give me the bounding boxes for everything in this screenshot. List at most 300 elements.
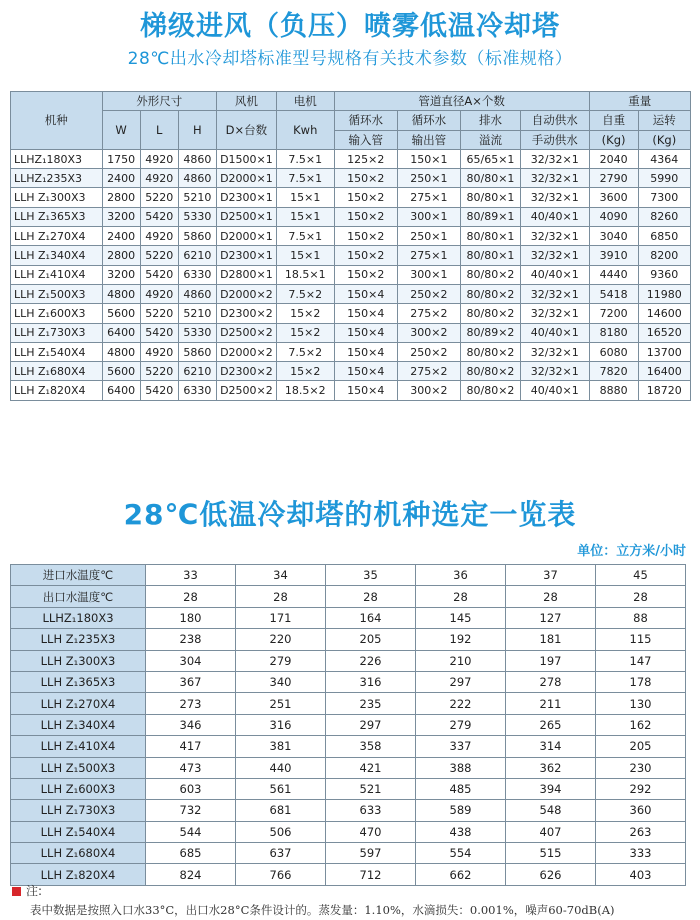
model-cell: LLH Z₁500X3 [11, 284, 103, 303]
table-cell: 40/40×1 [520, 381, 589, 400]
table-cell: 4800 [102, 284, 140, 303]
table-cell: 80/80×2 [461, 304, 521, 323]
table-cell: 150×2 [334, 265, 397, 284]
table-cell: 275×1 [397, 246, 460, 265]
table-cell: 205 [326, 629, 416, 650]
header-fan-sub: D×台数 [216, 111, 276, 150]
table-row [11, 629, 686, 650]
table-cell: 28 [506, 586, 596, 607]
spec-table [10, 91, 691, 401]
table-cell: 732 [146, 800, 236, 821]
table-cell: 40/40×1 [520, 207, 589, 226]
table-cell: 440 [236, 757, 326, 778]
table-cell: 211 [506, 693, 596, 714]
table-cell: 4920 [140, 227, 178, 246]
header-kg-operating: (Kg) [638, 130, 690, 149]
table-cell: 5600 [102, 304, 140, 323]
table-cell: 45 [596, 565, 686, 586]
table-cell: 766 [236, 864, 326, 885]
header-fan: 风机 [216, 92, 276, 111]
table-cell: 403 [596, 864, 686, 885]
table-cell: 6850 [638, 227, 690, 246]
table-cell: 32/32×1 [520, 169, 589, 188]
table-cell: 7200 [589, 304, 638, 323]
table-cell: 220 [236, 629, 326, 650]
table-cell: 637 [236, 843, 326, 864]
table-cell: 5330 [178, 323, 216, 342]
table-cell: 7.5×2 [276, 284, 334, 303]
table-cell: 273 [146, 693, 236, 714]
table-cell: D2500×2 [216, 381, 276, 400]
table-cell: 275×2 [397, 362, 460, 381]
table-cell: 222 [416, 693, 506, 714]
header-self-weight: 自重 [589, 111, 638, 130]
header-l: L [140, 111, 178, 150]
header-manual-supply: 手动供水 [520, 130, 589, 149]
row-label: LLHZ₁180X3 [11, 607, 146, 628]
table-cell: 6080 [589, 342, 638, 361]
table-cell: 5220 [140, 188, 178, 207]
table-cell: 2790 [589, 169, 638, 188]
table-cell: 626 [506, 864, 596, 885]
table-row [11, 323, 691, 342]
table-cell: 32/32×1 [520, 227, 589, 246]
table-cell: 250×2 [397, 284, 460, 303]
table-cell: D2000×1 [216, 169, 276, 188]
table-cell: 80/80×2 [461, 265, 521, 284]
table-cell: 6400 [102, 323, 140, 342]
table-cell: 275×2 [397, 304, 460, 323]
table-cell: D2500×1 [216, 207, 276, 226]
table-row [11, 265, 691, 284]
table-cell: 150×4 [334, 342, 397, 361]
table-cell: 5220 [140, 246, 178, 265]
table-cell: 304 [146, 650, 236, 671]
row-label: LLH Z₁820X4 [11, 864, 146, 885]
table-cell: 230 [596, 757, 686, 778]
table-cell: D2800×1 [216, 265, 276, 284]
table-cell: 80/80×1 [461, 188, 521, 207]
table-cell: D2300×1 [216, 188, 276, 207]
table-cell: 337 [416, 736, 506, 757]
model-cell: LLH Z₁300X3 [11, 188, 103, 207]
table-cell: D2300×2 [216, 304, 276, 323]
table-row [11, 736, 686, 757]
spec-table-body [11, 149, 691, 400]
table-cell: 250×1 [397, 227, 460, 246]
table-cell: 4920 [140, 169, 178, 188]
table-cell: 6210 [178, 246, 216, 265]
table-cell: 15×2 [276, 362, 334, 381]
table-cell: 250×2 [397, 342, 460, 361]
table-cell: 33 [146, 565, 236, 586]
table-cell: 300×2 [397, 381, 460, 400]
table-cell: 5210 [178, 304, 216, 323]
table-cell: 28 [236, 586, 326, 607]
note-marker-icon [12, 887, 21, 896]
table-cell: 394 [506, 778, 596, 799]
table-cell: 3600 [589, 188, 638, 207]
table-cell: 362 [506, 757, 596, 778]
table-cell: 485 [416, 778, 506, 799]
header-motor: 电机 [276, 92, 334, 111]
header-pipe: 管道直径A×个数 [334, 92, 589, 111]
table-cell: D2000×2 [216, 284, 276, 303]
row-label: LLH Z₁340X4 [11, 714, 146, 735]
table-cell: 150×4 [334, 381, 397, 400]
table-row [11, 671, 686, 692]
table-cell: 506 [236, 821, 326, 842]
table-row [11, 188, 691, 207]
table-cell: 438 [416, 821, 506, 842]
table-cell: 238 [146, 629, 236, 650]
table-cell: 80/80×2 [461, 381, 521, 400]
row-label: 进口水温度℃ [11, 565, 146, 586]
table-cell: 28 [416, 586, 506, 607]
table-cell: 279 [416, 714, 506, 735]
note-text: 表中数据是按照入口水33°C，出口水28°C条件设计的。蒸发量：1.10%，水滴损失：0.001%，噪声60-70dB(A) [30, 903, 615, 917]
table-cell: 18.5×2 [276, 381, 334, 400]
unit-label: 单位：立方米/小时 [577, 544, 686, 559]
table-cell: 16400 [638, 362, 690, 381]
table-cell: 279 [236, 650, 326, 671]
table-cell: 8260 [638, 207, 690, 226]
table-cell: 88 [596, 607, 686, 628]
model-cell: LLH Z₁270X4 [11, 227, 103, 246]
table-cell: 18.5×1 [276, 265, 334, 284]
table-cell: 250×1 [397, 169, 460, 188]
table-cell: 16520 [638, 323, 690, 342]
header-inlet-pipe: 输入管 [334, 130, 397, 149]
table-cell: 473 [146, 757, 236, 778]
table-cell: 681 [236, 800, 326, 821]
table-cell: 7.5×1 [276, 169, 334, 188]
table-cell: 4860 [178, 284, 216, 303]
table-row [11, 843, 686, 864]
table-row [11, 169, 691, 188]
table-cell: 80/80×1 [461, 169, 521, 188]
table-cell: 80/80×2 [461, 284, 521, 303]
table-cell: 2040 [589, 149, 638, 168]
table-cell: 7.5×1 [276, 227, 334, 246]
table-cell: 147 [596, 650, 686, 671]
table-cell: 210 [416, 650, 506, 671]
table-cell: 150×2 [334, 169, 397, 188]
table-row [11, 149, 691, 168]
table-row [11, 227, 691, 246]
table-cell: 515 [506, 843, 596, 864]
note-heading [12, 882, 42, 899]
table-cell: 34 [236, 565, 326, 586]
table-cell: 32/32×1 [520, 246, 589, 265]
table-cell: 7.5×2 [276, 342, 334, 361]
table-cell: 300×1 [397, 265, 460, 284]
table-cell: 18720 [638, 381, 690, 400]
table-cell: 32/32×1 [520, 284, 589, 303]
table-cell: 178 [596, 671, 686, 692]
table-cell: 150×2 [334, 207, 397, 226]
header-motor-sub: Kwh [276, 111, 334, 150]
table-cell: 340 [236, 671, 326, 692]
table-cell: 417 [146, 736, 236, 757]
row-label: LLH Z₁600X3 [11, 778, 146, 799]
table-cell: 5420 [140, 323, 178, 342]
table-row [11, 342, 691, 361]
table-row [11, 650, 686, 671]
header-operating-weight: 运转 [638, 111, 690, 130]
table-row [11, 565, 686, 586]
table-cell: 297 [326, 714, 416, 735]
model-cell: LLH Z₁365X3 [11, 207, 103, 226]
page-subtitle: 28℃出水冷却塔标准型号规格有关技术参数（标准规格） [127, 49, 573, 69]
header-overflow: 溢流 [461, 130, 521, 149]
model-cell: LLHZ₁235X3 [11, 169, 103, 188]
table-cell: 367 [146, 671, 236, 692]
header-kg-self: (Kg) [589, 130, 638, 149]
row-label: LLH Z₁680X4 [11, 843, 146, 864]
table-cell: 265 [506, 714, 596, 735]
table-cell: 145 [416, 607, 506, 628]
table-cell: 360 [596, 800, 686, 821]
table-cell: 28 [146, 586, 236, 607]
table-cell: 80/89×2 [461, 323, 521, 342]
table-cell: 5330 [178, 207, 216, 226]
table-row [11, 607, 686, 628]
table-cell: 15×1 [276, 246, 334, 265]
table-row [11, 381, 691, 400]
table-cell: 32/32×1 [520, 362, 589, 381]
header-dimensions: 外形尺寸 [102, 92, 216, 111]
table-row [11, 800, 686, 821]
row-label: LLH Z₁730X3 [11, 800, 146, 821]
table-cell: 4860 [178, 169, 216, 188]
table-cell: 5860 [178, 227, 216, 246]
table-cell: 6330 [178, 381, 216, 400]
table-cell: 6400 [102, 381, 140, 400]
table-cell: 32/32×1 [520, 149, 589, 168]
table-cell: 597 [326, 843, 416, 864]
table-row [11, 778, 686, 799]
table-cell: 40/40×1 [520, 265, 589, 284]
table-cell: 226 [326, 650, 416, 671]
row-label: 出口水温度℃ [11, 586, 146, 607]
table-cell: 561 [236, 778, 326, 799]
table-cell: 3910 [589, 246, 638, 265]
table-row [11, 284, 691, 303]
table-cell: 603 [146, 778, 236, 799]
table-cell: 36 [416, 565, 506, 586]
table-cell: 8180 [589, 323, 638, 342]
header-drain: 排水 [461, 111, 521, 130]
table-cell: 150×2 [334, 227, 397, 246]
table-cell: 7820 [589, 362, 638, 381]
row-label: LLH Z₁365X3 [11, 671, 146, 692]
header-circ-in: 循环水 [334, 111, 397, 130]
table-cell: 685 [146, 843, 236, 864]
table-cell: 15×2 [276, 304, 334, 323]
table-cell: 278 [506, 671, 596, 692]
header-w: W [102, 111, 140, 150]
table-cell: 421 [326, 757, 416, 778]
table-cell: 1750 [102, 149, 140, 168]
table-row [11, 693, 686, 714]
model-cell: LLH Z₁730X3 [11, 323, 103, 342]
table-cell: 263 [596, 821, 686, 842]
table-cell: 180 [146, 607, 236, 628]
table-cell: 548 [506, 800, 596, 821]
table-cell: 205 [596, 736, 686, 757]
table-cell: 5600 [102, 362, 140, 381]
table-cell: 150×1 [397, 149, 460, 168]
header-outlet-pipe: 输出管 [397, 130, 460, 149]
table-cell: 28 [596, 586, 686, 607]
table-cell: 65/65×1 [461, 149, 521, 168]
selection-table-title: 28℃低温冷却塔的机种选定一览表 [123, 498, 577, 531]
table-cell: 3040 [589, 227, 638, 246]
table-cell: 9360 [638, 265, 690, 284]
table-cell: 300×2 [397, 323, 460, 342]
selection-table-body [11, 565, 686, 886]
table-cell: D2500×2 [216, 323, 276, 342]
table-cell: 346 [146, 714, 236, 735]
header-auto-supply: 自动供水 [520, 111, 589, 130]
row-label: LLH Z₁300X3 [11, 650, 146, 671]
table-cell: 125×2 [334, 149, 397, 168]
table-row [11, 714, 686, 735]
row-label: LLH Z₁270X4 [11, 693, 146, 714]
table-cell: 3200 [102, 265, 140, 284]
row-label: LLH Z₁540X4 [11, 821, 146, 842]
header-h: H [178, 111, 216, 150]
table-cell: 297 [416, 671, 506, 692]
table-cell: 4920 [140, 342, 178, 361]
table-cell: 388 [416, 757, 506, 778]
table-cell: 80/80×2 [461, 342, 521, 361]
model-cell: LLH Z₁340X4 [11, 246, 103, 265]
model-cell: LLHZ₁180X3 [11, 149, 103, 168]
table-cell: 5418 [589, 284, 638, 303]
table-cell: 32/32×1 [520, 188, 589, 207]
table-cell: 5220 [140, 304, 178, 323]
table-row [11, 757, 686, 778]
table-cell: 13700 [638, 342, 690, 361]
table-cell: 32/32×1 [520, 342, 589, 361]
table-cell: 5420 [140, 265, 178, 284]
table-cell: D2000×1 [216, 227, 276, 246]
table-cell: 300×1 [397, 207, 460, 226]
table-cell: 150×4 [334, 362, 397, 381]
table-cell: 197 [506, 650, 596, 671]
table-cell: 5990 [638, 169, 690, 188]
table-cell: 130 [596, 693, 686, 714]
table-cell: 358 [326, 736, 416, 757]
note-label: 注: [26, 884, 43, 898]
table-cell: 5420 [140, 381, 178, 400]
table-cell: 11980 [638, 284, 690, 303]
table-cell: 192 [416, 629, 506, 650]
table-row [11, 207, 691, 226]
table-cell: 2800 [102, 188, 140, 207]
table-cell: 3200 [102, 207, 140, 226]
table-cell: 80/89×1 [461, 207, 521, 226]
table-cell: 15×1 [276, 188, 334, 207]
table-cell: 554 [416, 843, 506, 864]
row-label: LLH Z₁410X4 [11, 736, 146, 757]
table-cell: 4440 [589, 265, 638, 284]
table-cell: 7.5×1 [276, 149, 334, 168]
table-cell: 235 [326, 693, 416, 714]
row-label: LLH Z₁500X3 [11, 757, 146, 778]
table-cell: 32/32×1 [520, 304, 589, 323]
row-label: LLH Z₁235X3 [11, 629, 146, 650]
table-cell: 824 [146, 864, 236, 885]
table-cell: 37 [506, 565, 596, 586]
selection-table [10, 564, 686, 886]
table-cell: 544 [146, 821, 236, 842]
table-cell: 251 [236, 693, 326, 714]
table-cell: 15×1 [276, 207, 334, 226]
header-circ-out: 循环水 [397, 111, 460, 130]
table-cell: 4920 [140, 149, 178, 168]
table-cell: 662 [416, 864, 506, 885]
table-cell: 28 [326, 586, 416, 607]
table-row [11, 246, 691, 265]
header-weight: 重量 [589, 92, 690, 111]
table-cell: 333 [596, 843, 686, 864]
table-cell: 5420 [140, 207, 178, 226]
table-cell: 5860 [178, 342, 216, 361]
table-cell: 127 [506, 607, 596, 628]
table-cell: D2300×1 [216, 246, 276, 265]
table-cell: 8200 [638, 246, 690, 265]
table-cell: 5210 [178, 188, 216, 207]
table-cell: 8880 [589, 381, 638, 400]
table-cell: 589 [416, 800, 506, 821]
table-cell: D2000×2 [216, 342, 276, 361]
table-cell: 521 [326, 778, 416, 799]
table-row [11, 362, 691, 381]
page-title: 梯级进风（负压）喷雾低温冷却塔 [140, 11, 560, 42]
table-cell: 171 [236, 607, 326, 628]
table-cell: 407 [506, 821, 596, 842]
table-cell: 2800 [102, 246, 140, 265]
table-cell: D2300×2 [216, 362, 276, 381]
table-cell: 35 [326, 565, 416, 586]
table-cell: 4090 [589, 207, 638, 226]
table-row [11, 304, 691, 323]
model-cell: LLH Z₁600X3 [11, 304, 103, 323]
table-cell: 470 [326, 821, 416, 842]
table-cell: 4364 [638, 149, 690, 168]
table-cell: 712 [326, 864, 416, 885]
table-cell: 164 [326, 607, 416, 628]
table-row [11, 864, 686, 885]
table-cell: 150×4 [334, 323, 397, 342]
table-cell: 2400 [102, 227, 140, 246]
table-cell: 292 [596, 778, 686, 799]
table-cell: 162 [596, 714, 686, 735]
model-cell: LLH Z₁820X4 [11, 381, 103, 400]
model-cell: LLH Z₁410X4 [11, 265, 103, 284]
table-cell: 80/80×2 [461, 362, 521, 381]
table-row [11, 586, 686, 607]
model-cell: LLH Z₁540X4 [11, 342, 103, 361]
table-cell: 316 [326, 671, 416, 692]
table-cell: 633 [326, 800, 416, 821]
table-cell: 7300 [638, 188, 690, 207]
table-cell: 115 [596, 629, 686, 650]
table-cell: 381 [236, 736, 326, 757]
